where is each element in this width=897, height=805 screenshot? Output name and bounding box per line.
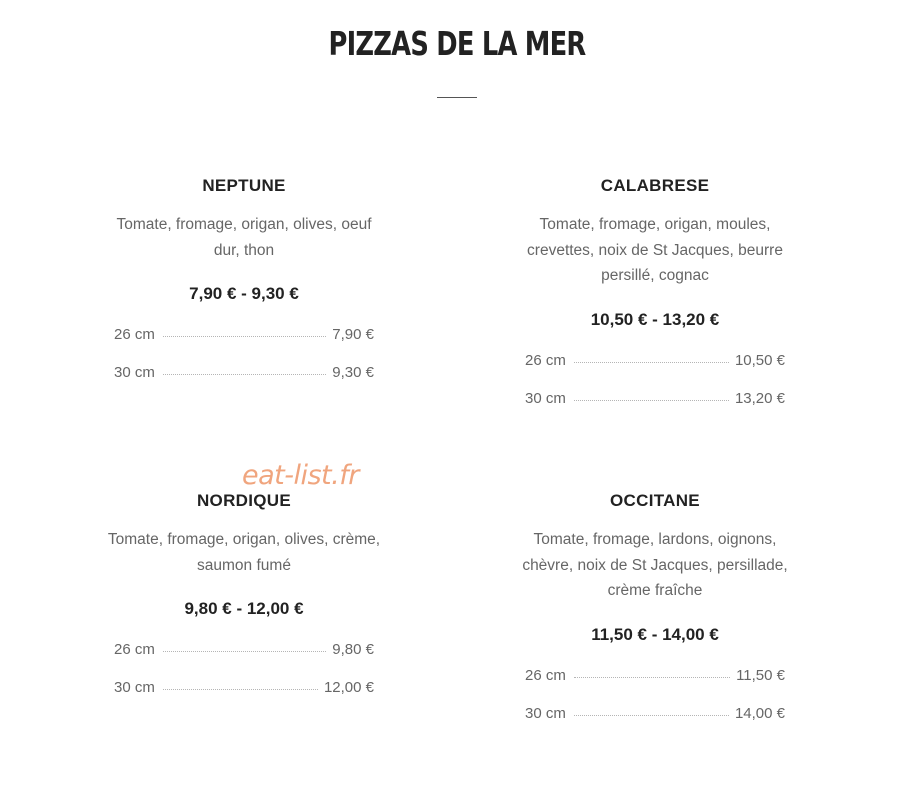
pizza-item-occitane (505, 491, 805, 742)
pizza-description: Tomate, fromage, origan, olives, crème, saumon fumé (107, 531, 381, 574)
size-price: 9,30 € (332, 364, 374, 381)
pizza-description: Tomate, fromage, lardons, oignons, chèvre, noix de St Jacques, persillade, crème fraîche (522, 531, 788, 599)
size-row (525, 666, 785, 704)
size-row (525, 389, 785, 427)
size-price: 7,90 € (332, 326, 374, 343)
size-label: 30 cm (114, 364, 155, 381)
size-price: 12,00 € (323, 679, 374, 696)
size-row (114, 325, 374, 363)
pizza-price-range: 11,50 € - 14,00 € (591, 624, 719, 644)
dotted-leader (574, 715, 729, 716)
size-list (94, 325, 394, 401)
page-title: PIZZAS DE LA MER (328, 24, 586, 63)
pizza-item-calabrese (505, 176, 805, 427)
dotted-leader (574, 677, 730, 678)
pizza-item-neptune (94, 176, 394, 401)
pizza-item-nordique (94, 491, 394, 716)
size-label: 26 cm (114, 326, 155, 343)
size-price: 13,20 € (734, 389, 785, 407)
pizza-description: Tomate, fromage, origan, moules, crevettes, noix de St Jacques, beurre persillé, cognac (527, 216, 783, 284)
size-price: 11,50 € (736, 666, 785, 684)
pizza-name: CALABRESE (600, 176, 710, 195)
size-list (94, 640, 394, 716)
size-label: 26 cm (114, 641, 155, 658)
dotted-leader (163, 651, 326, 652)
size-label: 26 cm (525, 351, 566, 369)
pizza-price-range: 10,50 € - 13,20 € (590, 309, 720, 329)
pizza-name: NORDIQUE (196, 491, 291, 510)
pizza-name: OCCITANE (610, 491, 700, 510)
size-row (114, 363, 374, 401)
size-row (525, 704, 785, 742)
watermark: eat-list.fr (242, 460, 359, 491)
title-divider (437, 97, 477, 98)
dotted-leader (574, 362, 729, 363)
size-row (114, 678, 374, 716)
size-label: 30 cm (525, 389, 566, 407)
size-price: 10,50 € (734, 351, 785, 369)
size-label: 30 cm (525, 704, 566, 722)
size-row (525, 351, 785, 389)
size-label: 30 cm (114, 679, 155, 696)
size-row (114, 640, 374, 678)
dotted-leader (163, 374, 326, 375)
pizza-description: Tomate, fromage, origan, olives, oeuf dur, thon (116, 216, 372, 259)
size-price: 14,00 € (734, 704, 785, 722)
size-list (505, 666, 805, 742)
pizza-price-range: 9,80 € - 12,00 € (184, 599, 304, 618)
dotted-leader (163, 336, 326, 337)
dotted-leader (163, 689, 318, 690)
size-label: 26 cm (525, 666, 566, 684)
dotted-leader (574, 400, 729, 401)
pizza-price-range: 7,90 € - 9,30 € (189, 284, 299, 303)
size-list (505, 351, 805, 427)
size-price: 9,80 € (332, 641, 374, 658)
pizza-name: NEPTUNE (202, 176, 286, 195)
